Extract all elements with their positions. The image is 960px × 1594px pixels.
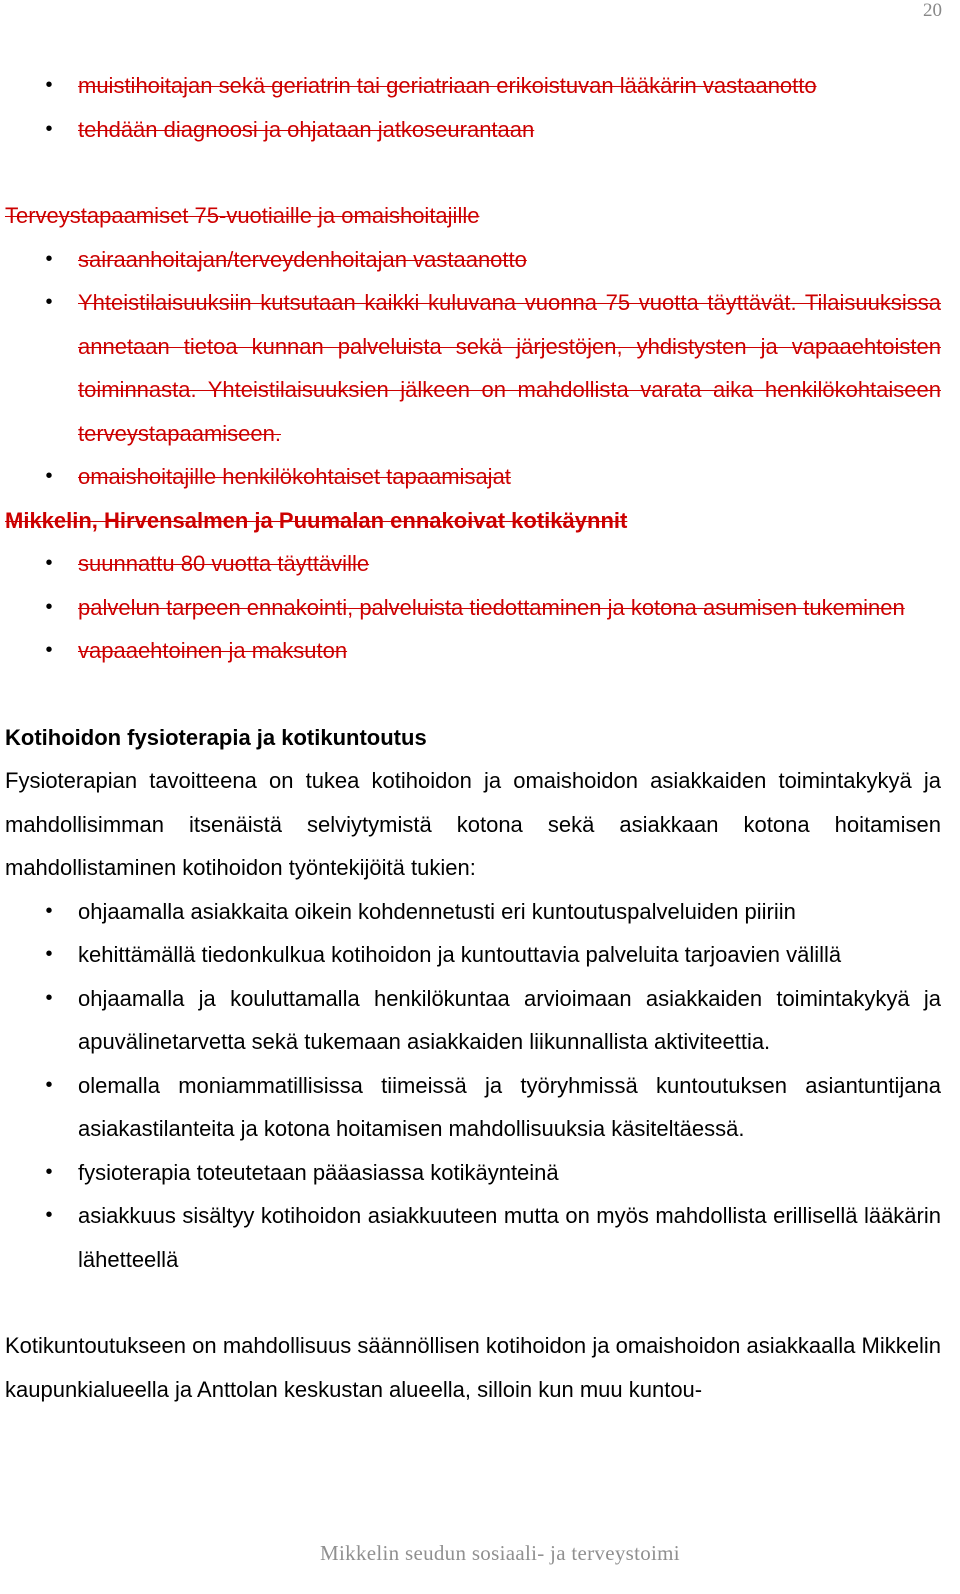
bullet-icon: • xyxy=(45,465,53,487)
bullet-icon: • xyxy=(45,595,53,618)
bullet-icon: • xyxy=(45,1073,53,1096)
fysio-list xyxy=(5,890,941,1282)
list-item: • suunnattu 80 vuotta täyttäville xyxy=(5,542,941,586)
deleted-top-list xyxy=(5,64,941,151)
deleted-heading-kotikaynnit: Mikkelin, Hirvensalmen ja Puumalan ennakoivat kotikäynnit xyxy=(5,507,628,533)
kotikuntoutus-paragraph: Kotikuntoutukseen on mahdollisuus säännöllisen kotihoidon ja omaishoidon asiakkaalla Mikkelin kaupunkialueella ja Anttolan keskustan alueella, silloin kun muu kuntou- xyxy=(5,1333,941,1402)
bullet-icon: • xyxy=(45,986,53,1009)
bullet-icon: • xyxy=(45,639,53,661)
list-item: • Yhteistilaisuuksiin kutsutaan kaikki kuluvana vuonna 75 vuotta täyttävät. Tilaisuuksissa annetaan tietoa kunnan palveluista sekä järjestöjen, yhdistysten ja vapaaehtoisten toiminnasta. Yhteistilaisuuksien jälkeen on mahdollista varata aika henkilökohtaiseen terveystapaamiseen. xyxy=(5,281,941,455)
deleted-kotikaynnit-list xyxy=(5,542,941,673)
list-item: • sairaanhoitajan/terveydenhoitajan vastaanotto xyxy=(5,238,941,282)
page-number: 20 xyxy=(923,0,942,21)
list-item: • omaishoitajille henkilökohtaiset tapaamisajat xyxy=(5,455,941,499)
section-heading-fysioterapia: Kotihoidon fysioterapia ja kotikuntoutus xyxy=(5,724,427,750)
document-body xyxy=(5,64,941,1411)
list-item: • kehittämällä tiedonkulkua kotihoidon ja kuntouttavia palveluita tarjoavien välillä xyxy=(5,933,941,977)
spacer xyxy=(5,151,941,194)
bullet-icon: • xyxy=(45,1204,53,1226)
fysio-intro-paragraph: Fysioterapian tavoitteena on tukea kotihoidon ja omaishoidon asiakkaiden toimintakykyä ja mahdollisimman itsenäistä selviytymistä kotona sekä asiakkaan kotona hoitamisen mahdollistaminen kotihoidon työntekijöitä tukien: xyxy=(5,768,941,880)
bullet-icon: • xyxy=(45,943,53,965)
bullet-icon: • xyxy=(45,74,53,96)
deleted-heading-terveystapaamiset: Terveystapaamiset 75-vuotiaille ja omaishoitajille xyxy=(5,203,480,228)
bullet-icon: • xyxy=(45,1160,53,1183)
spacer xyxy=(5,673,941,716)
list-item: • fysioterapia toteutetaan pääasiassa kotikäynteinä xyxy=(5,1151,941,1195)
list-item: • tehdään diagnoosi ja ohjataan jatkoseurantaan xyxy=(5,108,941,152)
bullet-icon: • xyxy=(45,291,53,313)
list-item: • ohjaamalla ja kouluttamalla henkilökuntaa arvioimaan asiakkaiden toimintakykyä ja apuvälinetarvetta sekä tukemaan asiakkaiden liikunnallista aktiviteettia. xyxy=(5,977,941,1064)
spacer xyxy=(5,1281,941,1324)
list-item: • ohjaamalla asiakkaita oikein kohdennetusti eri kuntoutuspalveluiden piiriin xyxy=(5,890,941,934)
bullet-icon: • xyxy=(45,899,53,922)
list-item: • olemalla moniammatillisissa tiimeissä ja työryhmissä kuntoutuksen asiantuntijana asiakastilanteita ja kotona hoitamisen mahdollisuuksia käsiteltäessä. xyxy=(5,1064,941,1151)
list-item: • asiakkuus sisältyy kotihoidon asiakkuuteen mutta on myös mahdollista erillisellä lääkärin lähetteellä xyxy=(5,1194,941,1281)
list-item: • vapaaehtoinen ja maksuton xyxy=(5,629,941,673)
deleted-terveys-list xyxy=(5,238,941,499)
bullet-icon: • xyxy=(45,247,53,270)
bullet-icon: • xyxy=(45,552,53,574)
bullet-icon: • xyxy=(45,117,53,140)
list-item: • palvelun tarpeen ennakointi, palveluista tiedottaminen ja kotona asumisen tukeminen xyxy=(5,586,941,630)
page-footer: Mikkelin seudun sosiaali- ja terveystoimi xyxy=(320,1541,680,1565)
list-item: • muistihoitajan sekä geriatrin tai geriatriaan erikoistuvan lääkärin vastaanotto xyxy=(5,64,941,108)
